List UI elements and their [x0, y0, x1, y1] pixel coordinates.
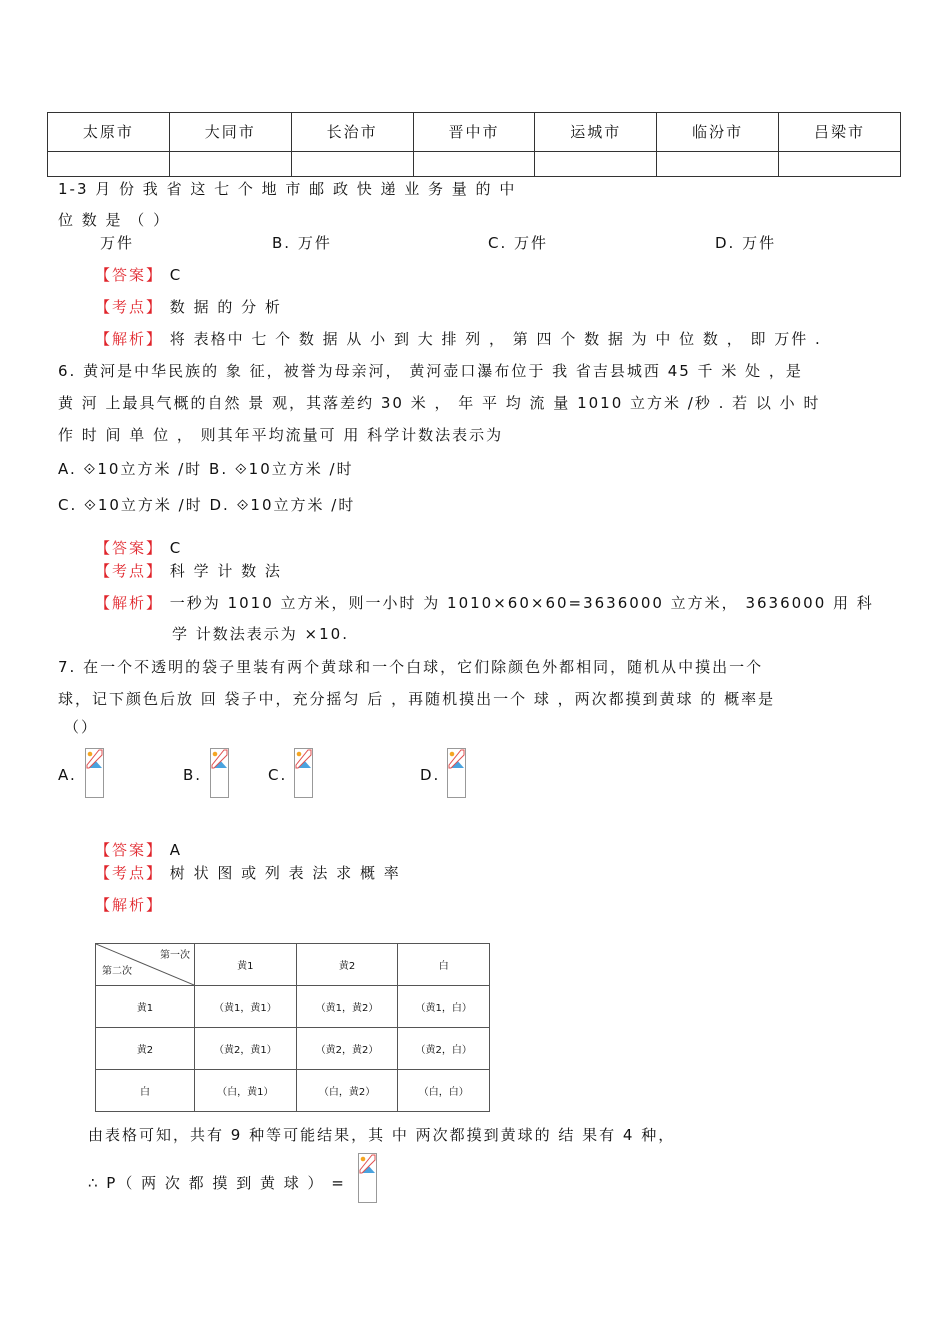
q6-line2: 黄 河 上最具气概的自然 景 观，其落差约 30 米 ， 年 平 均 流 量 1010 立方米 /秒 . 若 以 小 时	[58, 394, 821, 412]
answer-value: C	[169, 266, 183, 284]
answer-label: 【答案】	[95, 266, 164, 284]
city-header: 临汾市	[657, 113, 779, 152]
city-header: 太原市	[48, 113, 170, 152]
point-value: 树 状 图 或 列 表 法 求 概 率	[169, 864, 401, 882]
table-cell: （白，白）	[398, 1070, 490, 1112]
table-cell: （黄1，白）	[398, 986, 490, 1028]
q7-option-d: D.	[420, 766, 441, 784]
q6-analysis-line2: 学 计数法表示为 ×10.	[172, 625, 349, 643]
q6-options-ab: A. ⟐10立方米 /时 B. ⟐10立方米 /时	[58, 460, 354, 478]
city-value	[535, 152, 657, 177]
q6-analysis-row	[95, 592, 874, 613]
probability-table	[95, 943, 490, 1112]
column-header: 白	[398, 944, 490, 986]
broken-image-icon	[294, 748, 313, 798]
point-value: 科 学 计 数 法	[169, 562, 282, 580]
table-cell: （黄2，黄1）	[195, 1028, 297, 1070]
q7-conclusion-line1: 由表格可知，共有 9 种等可能结果，其 中 两次都摸到黄球的 结 果有 4 种，	[88, 1126, 676, 1144]
q7-conclusion-line2: ∴ P（ 两 次 都 摸 到 黄 球 ） =	[88, 1174, 346, 1192]
table-cell: （黄1，黄1）	[195, 986, 297, 1028]
q5-option-d: D. 万件	[715, 234, 777, 252]
row-header: 白	[96, 1070, 195, 1112]
q6-line3: 作 时 间 单 位 ， 则其年平均流量可 用 科学计数法表示为	[58, 426, 504, 444]
city-header: 大同市	[169, 113, 291, 152]
point-label: 【考点】	[95, 562, 164, 580]
table-cell: （白，黄2）	[296, 1070, 398, 1112]
city-header: 运城市	[535, 113, 657, 152]
broken-image-icon	[358, 1153, 377, 1203]
row-header: 黄2	[96, 1028, 195, 1070]
q6-line1: 6. 黄河是中华民族的 象 征，被誉为母亲河， 黄河壶口瀑布位于 我 省吉县城西 45 千 米 处 ，是	[58, 362, 803, 380]
q7-line1: 7. 在一个不透明的袋子里装有两个黄球和一个白球，它们除颜色外都相同，随机从中摸出一个	[58, 658, 764, 676]
q7-line3: （）	[64, 718, 99, 736]
q6-options-cd: C. ⟐10立方米 /时 D. ⟐10立方米 /时	[58, 496, 356, 514]
q7-answer-row	[95, 839, 182, 860]
column-header: 黄2	[296, 944, 398, 986]
q6-point-row	[95, 560, 282, 581]
city-header: 晋中市	[413, 113, 535, 152]
answer-label: 【答案】	[95, 841, 164, 859]
q7-option-a: A.	[58, 766, 77, 784]
city-value	[291, 152, 413, 177]
q5-option-c: C. 万件	[488, 234, 549, 252]
q6-answer-row	[95, 537, 182, 558]
q7-option-c: C.	[268, 766, 288, 784]
q5-analysis-row	[95, 328, 822, 349]
q7-option-b: B.	[183, 766, 203, 784]
corner-top-label: 第一次	[160, 950, 190, 961]
point-label: 【考点】	[95, 864, 164, 882]
row-header: 黄1	[96, 986, 195, 1028]
table-cell: （白，黄1）	[195, 1070, 297, 1112]
q7-point-row	[95, 862, 401, 883]
q5-line1: 1-3 月 份 我 省 这 七 个 地 市 邮 政 快 递 业 务 量 的 中	[58, 180, 517, 198]
table-cell: （黄2，黄2）	[296, 1028, 398, 1070]
city-value	[657, 152, 779, 177]
city-header: 吕梁市	[779, 113, 901, 152]
corner-bottom-label: 第二次	[102, 966, 132, 977]
broken-image-icon	[447, 748, 466, 798]
table-cell: （黄1，黄2）	[296, 986, 398, 1028]
answer-label: 【答案】	[95, 539, 164, 557]
q7-analysis-row	[95, 894, 163, 915]
analysis-text: 一秒为 1010 立方米，则一小时 为 1010×60×60=3636000 立方米， 3636000 用 科	[169, 594, 874, 612]
city-value	[779, 152, 901, 177]
analysis-label: 【解析】	[95, 330, 164, 348]
analysis-label: 【解析】	[95, 896, 164, 914]
answer-value: A	[169, 841, 183, 859]
q5-point-row	[95, 296, 282, 317]
city-value	[169, 152, 291, 177]
city-header: 长治市	[291, 113, 413, 152]
q5-answer-row	[95, 264, 182, 285]
analysis-text: 将 表格中 七 个 数 据 从 小 到 大 排 列 ， 第 四 个 数 据 为 中 位 数 ， 即 万件 .	[169, 330, 822, 348]
city-value	[48, 152, 170, 177]
column-header: 黄1	[195, 944, 297, 986]
point-value: 数 据 的 分 析	[169, 298, 282, 316]
q5-option-b: B. 万件	[272, 234, 332, 252]
q5-option-a: 万件	[100, 234, 135, 252]
city-value	[413, 152, 535, 177]
q7-line2: 球，记下颜色后放 回 袋子中，充分摇匀 后 ，再随机摸出一个 球 ，两次都摸到黄球 的 概率是	[58, 690, 776, 708]
q5-line2: 位 数 是 （ ）	[58, 211, 171, 229]
table-corner-cell	[96, 944, 195, 986]
broken-image-icon	[210, 748, 229, 798]
broken-image-icon	[85, 748, 104, 798]
city-table	[47, 112, 901, 177]
point-label: 【考点】	[95, 298, 164, 316]
analysis-label: 【解析】	[95, 594, 164, 612]
table-cell: （黄2，白）	[398, 1028, 490, 1070]
answer-value: C	[169, 539, 183, 557]
